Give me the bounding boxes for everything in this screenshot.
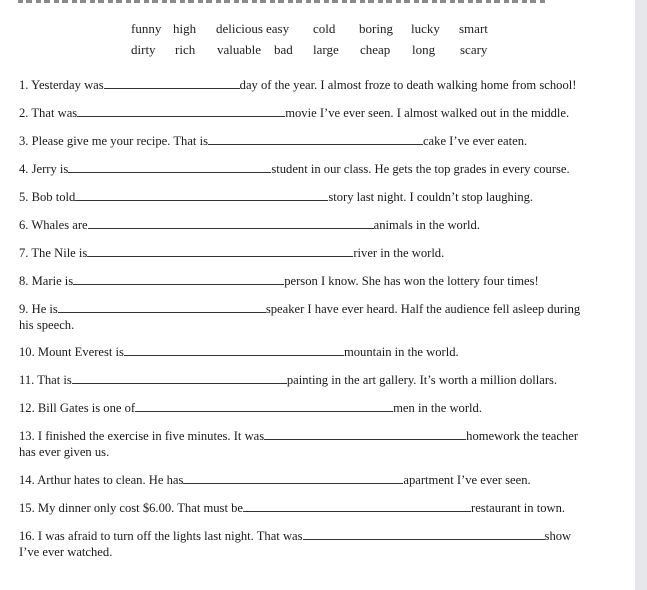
prompt-before: 7. The Nile is xyxy=(19,246,88,260)
exercise-item xyxy=(19,245,444,261)
exercise-item xyxy=(19,500,565,516)
word: scary xyxy=(460,42,488,57)
answer-blank[interactable] xyxy=(135,400,393,412)
answer-blank[interactable] xyxy=(88,217,374,229)
word: cold xyxy=(313,21,336,36)
prompt-after: show xyxy=(544,529,572,543)
word: easy xyxy=(266,21,290,36)
answer-blank[interactable] xyxy=(303,528,545,540)
prompt-after: river in the world. xyxy=(353,246,445,260)
prompt-before: 8. Marie is xyxy=(19,274,74,288)
exercise-item xyxy=(19,372,557,388)
answer-blank[interactable] xyxy=(243,500,471,512)
prompt-before: 15. My dinner only cost $6.00. That must be xyxy=(19,501,243,515)
prompt-after: apartment I’ve ever seen. xyxy=(403,473,531,487)
word: lucky xyxy=(411,21,440,36)
word: long xyxy=(412,42,436,57)
exercise-item xyxy=(19,344,459,360)
prompt-continuation: has ever given us. xyxy=(19,445,110,459)
prompt-after: animals in the world. xyxy=(373,218,480,232)
prompt-continuation: I’ve ever watched. xyxy=(19,545,113,559)
word: large xyxy=(313,42,339,57)
answer-blank[interactable] xyxy=(58,301,266,313)
prompt-before: 1. Yesterday was xyxy=(19,78,104,92)
exercise-item xyxy=(19,105,569,121)
prompt-after: homework the teacher xyxy=(466,429,579,443)
answer-blank[interactable] xyxy=(104,77,240,89)
exercise-item xyxy=(19,400,482,416)
prompt-after: story last night. I couldn’t stop laughing. xyxy=(328,190,534,204)
prompt-before: 3. Please give me your recipe. That is xyxy=(19,134,208,148)
answer-blank[interactable] xyxy=(73,273,284,285)
word: boring xyxy=(359,21,393,36)
answer-blank[interactable] xyxy=(72,372,287,384)
word: cheap xyxy=(360,42,391,57)
prompt-after: restaurant in town. xyxy=(471,501,566,515)
prompt-before: 10. Mount Everest is xyxy=(19,345,124,359)
prompt-after: speaker I have ever heard. Half the audience fell asleep during xyxy=(265,302,581,316)
exercise-item xyxy=(19,301,580,333)
prompt-before: 5. Bob told xyxy=(19,190,76,204)
word: smart xyxy=(459,21,488,36)
prompt-before: 9. He is xyxy=(19,302,58,316)
answer-blank[interactable] xyxy=(75,189,328,201)
prompt-after: person I know. She has won the lottery four times! xyxy=(284,274,539,288)
answer-blank[interactable] xyxy=(87,245,353,257)
prompt-after: cake I’ve ever eaten. xyxy=(422,134,528,148)
exercise-item xyxy=(19,273,539,289)
prompt-before: 6. Whales are xyxy=(19,218,88,232)
prompt-before: 2. That was xyxy=(19,106,78,120)
prompt-before: 11. That is xyxy=(19,373,72,387)
word: valuable xyxy=(217,42,262,57)
word: funny xyxy=(131,21,162,36)
word: high xyxy=(173,21,197,36)
exercise-item xyxy=(19,189,533,205)
prompt-after: student in our class. He gets the top grades in every course. xyxy=(271,162,570,176)
exercise-item xyxy=(19,428,578,460)
answer-blank[interactable] xyxy=(77,105,285,117)
word: bad xyxy=(274,42,293,57)
answer-blank[interactable] xyxy=(68,161,271,173)
prompt-after: day of the year. I almost froze to death walking home from school! xyxy=(239,78,577,92)
cropped-instructions xyxy=(0,0,647,5)
prompt-before: 4. Jerry is xyxy=(19,162,69,176)
exercise-item xyxy=(19,161,570,177)
exercise-item xyxy=(19,217,480,233)
word: rich xyxy=(175,42,196,57)
prompt-continuation: his speech. xyxy=(19,318,75,332)
answer-blank[interactable] xyxy=(183,472,403,484)
prompt-after: movie I’ve ever seen. I almost walked out in the middle. xyxy=(285,106,570,120)
prompt-before: 16. I was afraid to turn off the lights last night. That was xyxy=(19,529,303,543)
exercise-item xyxy=(19,528,571,560)
prompt-after: men in the world. xyxy=(393,401,482,415)
word: dirty xyxy=(131,42,156,57)
prompt-before: 13. I finished the exercise in five minutes. It was xyxy=(19,429,265,443)
answer-blank[interactable] xyxy=(264,428,466,440)
prompt-after: mountain in the world. xyxy=(343,345,459,359)
exercise-item xyxy=(19,77,576,93)
cropped-text-fragment xyxy=(18,0,548,3)
answer-blank[interactable] xyxy=(208,133,423,145)
prompt-after: painting in the art gallery. It’s worth a million dollars. xyxy=(286,373,558,387)
exercise-item xyxy=(19,133,527,149)
answer-blank[interactable] xyxy=(124,344,344,356)
exercise-item xyxy=(19,472,531,488)
prompt-before: 12. Bill Gates is one of xyxy=(19,401,136,415)
page-edge xyxy=(635,0,647,590)
word: delicious xyxy=(216,21,263,36)
prompt-before: 14. Arthur hates to clean. He has xyxy=(19,473,184,487)
